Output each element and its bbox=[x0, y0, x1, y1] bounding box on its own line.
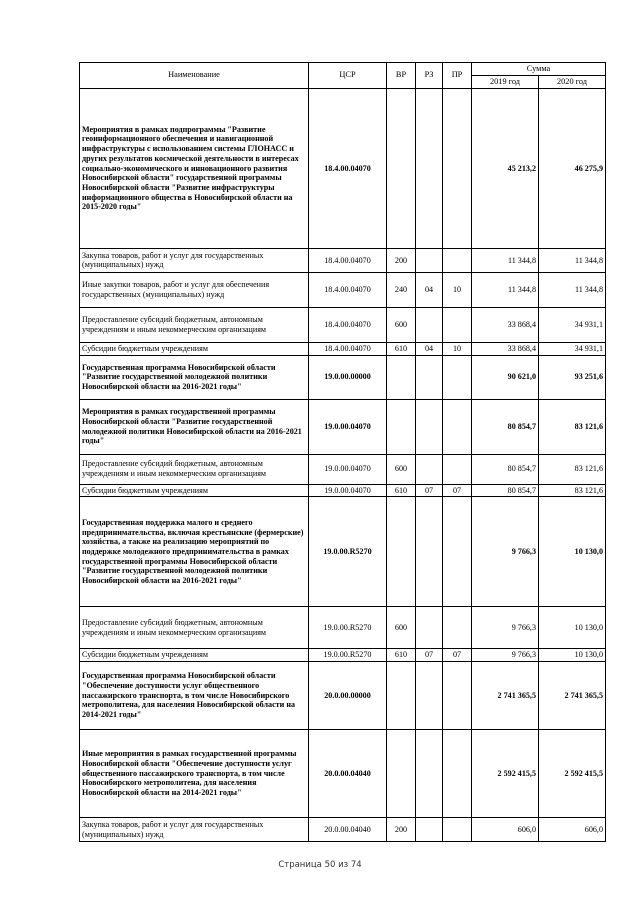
table-row bbox=[80, 88, 606, 248]
cell-sum-2020: 606,0 bbox=[539, 818, 606, 842]
table-row bbox=[80, 662, 606, 730]
cell-name: Иные мероприятия в рамках государственной программы Новосибирской области "Обеспечение доступности услуг общественного пассажирского транспорта, в том числе Новосибирского метрополитена, для населения Новосибирской области на 2014-2021 годы" bbox=[80, 730, 309, 818]
cell-sum-2019: 80 854,7 bbox=[472, 484, 539, 497]
budget-table bbox=[79, 62, 606, 842]
cell-pr: 10 bbox=[443, 342, 472, 355]
cell-csr: 18.4.00.04070 bbox=[309, 248, 387, 272]
cell-name: Субсидии бюджетным учреждениям bbox=[80, 649, 309, 662]
table-row bbox=[80, 484, 606, 497]
cell-csr: 19.0.00.R5270 bbox=[309, 497, 387, 607]
cell-sum-2020: 83 121,6 bbox=[539, 454, 606, 484]
cell-sum-2020: 83 121,6 bbox=[539, 484, 606, 497]
table-row bbox=[80, 307, 606, 342]
cell-pr bbox=[443, 730, 472, 818]
cell-sum-2020: 10 130,0 bbox=[539, 649, 606, 662]
table-row bbox=[80, 497, 606, 607]
cell-sum-2020: 46 275,9 bbox=[539, 88, 606, 248]
cell-sum-2020: 2 741 365,5 bbox=[539, 662, 606, 730]
cell-pr bbox=[443, 454, 472, 484]
cell-vr bbox=[387, 399, 416, 454]
table-row bbox=[80, 818, 606, 842]
table-row bbox=[80, 399, 606, 454]
cell-rz bbox=[416, 307, 443, 342]
cell-vr: 240 bbox=[387, 272, 416, 307]
cell-csr: 18.4.00.04070 bbox=[309, 272, 387, 307]
header-pr: ПР bbox=[443, 63, 472, 89]
cell-csr: 20.0.00.04040 bbox=[309, 818, 387, 842]
cell-pr bbox=[443, 818, 472, 842]
cell-sum-2019: 9 766,3 bbox=[472, 497, 539, 607]
cell-rz bbox=[416, 355, 443, 399]
cell-pr bbox=[443, 607, 472, 649]
cell-csr: 19.0.00.00000 bbox=[309, 355, 387, 399]
cell-name: Государственная программа Новосибирской области "Обеспечение доступности услуг общественного пассажирского транспорта, в том числе Новосибирского метрополитена, для населения Новосибирской области на 2014-2021 годы" bbox=[80, 662, 309, 730]
header-sum: Сумма bbox=[472, 63, 606, 76]
cell-csr: 20.0.00.00000 bbox=[309, 662, 387, 730]
page-number: Страница 50 из 74 bbox=[278, 860, 362, 870]
cell-pr bbox=[443, 399, 472, 454]
cell-vr: 200 bbox=[387, 818, 416, 842]
cell-csr: 19.0.00.04070 bbox=[309, 399, 387, 454]
cell-sum-2019: 90 621,0 bbox=[472, 355, 539, 399]
cell-sum-2019: 80 854,7 bbox=[472, 454, 539, 484]
cell-sum-2020: 34 931,1 bbox=[539, 307, 606, 342]
cell-name: Предоставление субсидий бюджетным, автономным учреждениям и иным некоммерческим организациям bbox=[80, 607, 309, 649]
cell-name: Государственная поддержка малого и среднего предпринимательства, включая крестьянские (фермерские) хозяйства, а также на реализацию мероприятий по поддержке молодежного предпринимательства в рамках государственной программы Новосибирской области "Развитие государственной молодежной политики Новосибирской области на 2016-2021 годы" bbox=[80, 497, 309, 607]
cell-vr bbox=[387, 662, 416, 730]
cell-rz bbox=[416, 88, 443, 248]
cell-sum-2020: 11 344,8 bbox=[539, 248, 606, 272]
cell-csr: 18.4.00.04070 bbox=[309, 88, 387, 248]
header-name: Наименование bbox=[80, 63, 309, 89]
cell-rz bbox=[416, 662, 443, 730]
cell-name: Субсидии бюджетным учреждениям bbox=[80, 342, 309, 355]
cell-csr: 18.4.00.04070 bbox=[309, 342, 387, 355]
cell-vr bbox=[387, 88, 416, 248]
cell-rz bbox=[416, 497, 443, 607]
cell-sum-2019: 45 213,2 bbox=[472, 88, 539, 248]
cell-vr: 610 bbox=[387, 649, 416, 662]
cell-csr: 20.0.00.04040 bbox=[309, 730, 387, 818]
cell-sum-2019: 11 344,8 bbox=[472, 248, 539, 272]
header-rz: РЗ bbox=[416, 63, 443, 89]
cell-vr: 600 bbox=[387, 454, 416, 484]
cell-vr: 200 bbox=[387, 248, 416, 272]
cell-rz bbox=[416, 730, 443, 818]
cell-csr: 19.0.00.04070 bbox=[309, 454, 387, 484]
cell-vr bbox=[387, 730, 416, 818]
cell-sum-2019: 33 868,4 bbox=[472, 342, 539, 355]
cell-pr: 07 bbox=[443, 484, 472, 497]
cell-sum-2020: 10 130,0 bbox=[539, 607, 606, 649]
cell-pr bbox=[443, 355, 472, 399]
cell-sum-2020: 83 121,6 bbox=[539, 399, 606, 454]
cell-rz bbox=[416, 607, 443, 649]
header-vr: ВР bbox=[387, 63, 416, 89]
cell-vr: 610 bbox=[387, 484, 416, 497]
cell-vr bbox=[387, 355, 416, 399]
table-row bbox=[80, 248, 606, 272]
cell-csr: 19.0.00.R5270 bbox=[309, 649, 387, 662]
cell-name: Предоставление субсидий бюджетным, автономным учреждениям и иным некоммерческим организациям bbox=[80, 307, 309, 342]
cell-sum-2019: 606,0 bbox=[472, 818, 539, 842]
table-row bbox=[80, 454, 606, 484]
cell-name: Субсидии бюджетным учреждениям bbox=[80, 484, 309, 497]
table-row bbox=[80, 342, 606, 355]
cell-name: Закупка товаров, работ и услуг для государственных (муниципальных) нужд bbox=[80, 818, 309, 842]
cell-name: Мероприятия в рамках государственной программы Новосибирской области "Развитие государственной молодежной политики Новосибирской области на 2016-2021 годы" bbox=[80, 399, 309, 454]
cell-name: Предоставление субсидий бюджетным, автономным учреждениям и иным некоммерческим организациям bbox=[80, 454, 309, 484]
cell-pr bbox=[443, 497, 472, 607]
cell-rz bbox=[416, 818, 443, 842]
cell-rz: 07 bbox=[416, 484, 443, 497]
cell-sum-2020: 93 251,6 bbox=[539, 355, 606, 399]
cell-name: Мероприятия в рамках подпрограммы "Развитие геоинформационного обеспечения и навигационной инфраструктуры с использованием системы ГЛОНАСС и других результатов космической деятельности в интересах социально-экономического и инновационного развития Новосибирской области" государственной программы Новосибирской области "Развитие инфраструктуры информационного общества в Новосибирской области на 2015-2020 годы" bbox=[80, 88, 309, 248]
header-csr: ЦСР bbox=[309, 63, 387, 89]
cell-sum-2019: 9 766,3 bbox=[472, 649, 539, 662]
cell-sum-2019: 11 344,8 bbox=[472, 272, 539, 307]
cell-rz: 04 bbox=[416, 272, 443, 307]
cell-name: Иные закупки товаров, работ и услуг для обеспечения государственных (муниципальных) нужд bbox=[80, 272, 309, 307]
cell-sum-2020: 10 130,0 bbox=[539, 497, 606, 607]
table-row bbox=[80, 607, 606, 649]
cell-vr: 600 bbox=[387, 607, 416, 649]
cell-sum-2019: 2 741 365,5 bbox=[472, 662, 539, 730]
cell-rz: 07 bbox=[416, 649, 443, 662]
cell-csr: 19.0.00.R5270 bbox=[309, 607, 387, 649]
cell-pr: 07 bbox=[443, 649, 472, 662]
cell-vr bbox=[387, 497, 416, 607]
cell-sum-2020: 11 344,8 bbox=[539, 272, 606, 307]
cell-sum-2019: 33 868,4 bbox=[472, 307, 539, 342]
cell-pr bbox=[443, 307, 472, 342]
header-year-2020: 2020 год bbox=[539, 75, 606, 88]
cell-sum-2020: 34 931,1 bbox=[539, 342, 606, 355]
cell-sum-2019: 2 592 415,5 bbox=[472, 730, 539, 818]
cell-vr: 610 bbox=[387, 342, 416, 355]
cell-rz: 04 bbox=[416, 342, 443, 355]
cell-pr bbox=[443, 88, 472, 248]
cell-pr bbox=[443, 662, 472, 730]
header-year-2019: 2019 год bbox=[472, 75, 539, 88]
cell-sum-2020: 2 592 415,5 bbox=[539, 730, 606, 818]
cell-rz bbox=[416, 454, 443, 484]
cell-csr: 18.4.00.04070 bbox=[309, 307, 387, 342]
cell-rz bbox=[416, 248, 443, 272]
cell-name: Закупка товаров, работ и услуг для государственных (муниципальных) нужд bbox=[80, 248, 309, 272]
table-row bbox=[80, 730, 606, 818]
cell-sum-2019: 9 766,3 bbox=[472, 607, 539, 649]
cell-pr: 10 bbox=[443, 272, 472, 307]
table-row bbox=[80, 355, 606, 399]
table-header bbox=[80, 63, 606, 89]
table-body bbox=[80, 88, 606, 841]
cell-csr: 19.0.00.04070 bbox=[309, 484, 387, 497]
table-row bbox=[80, 649, 606, 662]
cell-vr: 600 bbox=[387, 307, 416, 342]
table-row bbox=[80, 272, 606, 307]
cell-name: Государственная программа Новосибирской области "Развитие государственной молодежной политики Новосибирской области на 2016-2021 годы" bbox=[80, 355, 309, 399]
cell-sum-2019: 80 854,7 bbox=[472, 399, 539, 454]
cell-rz bbox=[416, 399, 443, 454]
cell-pr bbox=[443, 248, 472, 272]
